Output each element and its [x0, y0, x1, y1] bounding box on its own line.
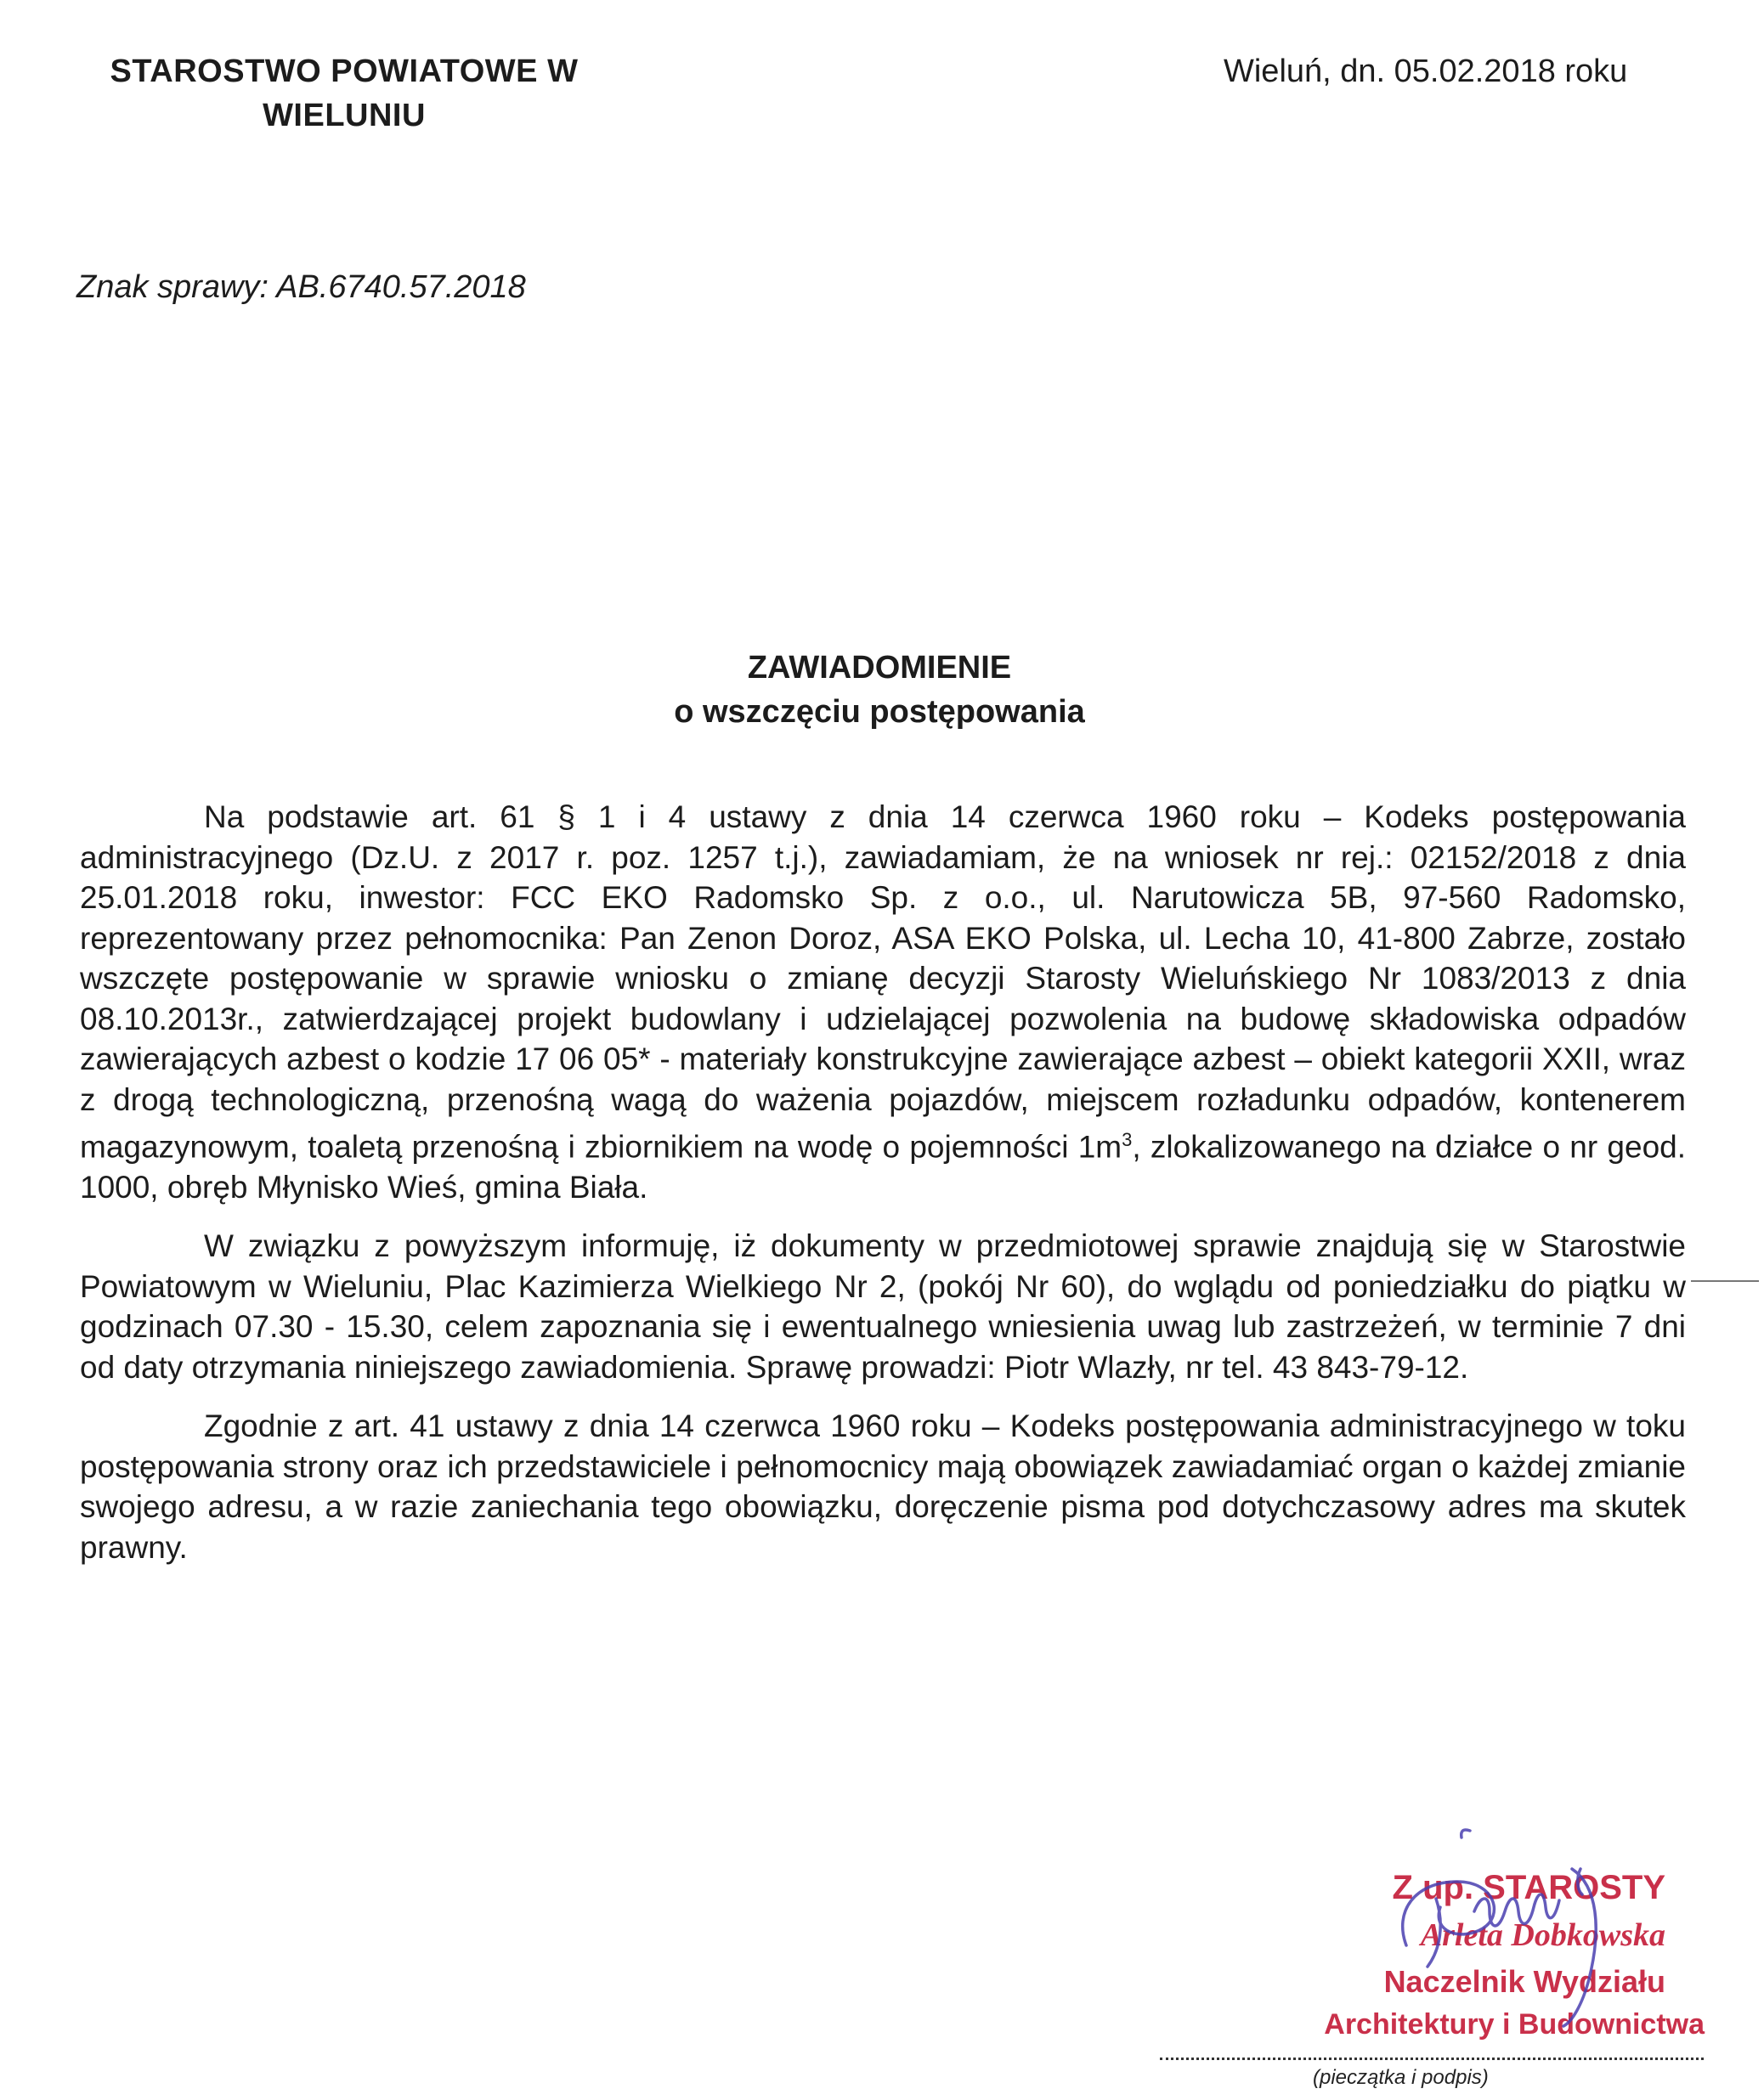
document-date: Wieluń, dn. 05.02.2018 roku	[1224, 54, 1628, 89]
paragraph-3: Zgodnie z art. 41 ustawy z dnia 14 czerwca 1960 roku – Kodeks postępowania administracyjnego w toku postępowania strony oraz ich przedstawiciele i pełnomocnicy mają obowiązek zawiadamiać organ o każdej zmianie swojego adresu, a w razie zaniechania tego obowiązku, doręczenie pisma pod dotychczasowy adres ma skutek prawny.	[80, 1408, 1686, 1565]
authority-line-2: WIELUNIU	[263, 98, 426, 133]
signature-line	[1160, 2058, 1704, 2060]
stamp-line-4: Architektury i Budownictwa	[1324, 2008, 1705, 2041]
scan-mark	[1691, 1280, 1759, 1282]
stamp-line-3: Naczelnik Wydziału	[1383, 1964, 1665, 1999]
stamp-line-2: Arleta Dobkowska	[1420, 1917, 1665, 1953]
paragraph-1-text-a: Na podstawie art. 61 § 1 i 4 ustawy z dnia 14 czerwca 1960 roku – Kodeks postępowania administracyjnego (Dz.U. z 2017 r. poz. 1257 t.j.), zawiadamiam, że na wniosek nr rej.: 02152/2018 z dnia 25.01.2018 roku, inwestor: FCC EKO Radomsko Sp. z o.o., ul. Narutowicza 5B, 97-560 Radomsko, reprezentowany przez pełnomocnika: Pan Zenon Doroz, ASA EKO Polska, ul. Lecha 10, 41-800 Zabrze, zostało wszczęte postępowanie w sprawie wniosku o zmianę decyzji Starosty Wieluńskiego Nr 1083/2013 z dnia 08.10.2013r., zatwierdzającej projekt budowlany i udzielającej pozwolenia na budowę składowiska odpadów zawierających azbest o kodzie 17 06 05* - materiały konstrukcyjne zawierające azbest – obiekt kategorii XXII, wraz z drogą technologiczną, przenośną wagą do ważenia pojazdów, miejscem rozładunku odpadów, kontenerem magazynowym, toaletą przenośną i zbiornikiem na wodę o pojemności 1m	[80, 799, 1686, 1165]
handwritten-signature	[1326, 1818, 1716, 2056]
paragraph-1-text-b: , zlokalizowanego na działce o nr geod. 1000, obręb Młynisko Wieś, gmina Biała.	[80, 1129, 1687, 1205]
body-text	[80, 797, 1686, 1586]
title-line-2: o wszczęciu postępowania	[674, 694, 1085, 730]
authority-line-1: STAROSTWO POWIATOWE W	[110, 54, 579, 89]
paragraph-2: W związku z powyższym informuję, iż dokumenty w przedmiotowej sprawie znajdują się w Starostwie Powiatowym w Wieluniu, Plac Kazimierza Wielkiego Nr 2, (pokój Nr 60), do wglądu od poniedziałku do piątku w godzinach 07.30 - 15.30, celem zapoznania się i ewentualnego wniesienia uwag lub zastrzeżeń, w terminie 7 dni od daty otrzymania niniejszego zawiadomienia. Sprawę prowadzi: Piotr Wlazły, nr tel. 43 843-79-12.	[80, 1228, 1686, 1385]
case-reference: Znak sprawy: AB.6740.57.2018	[76, 269, 526, 305]
signature-caption: (pieczątka i podpis)	[1313, 2066, 1489, 2089]
document-title	[510, 646, 1249, 734]
superscript-cubic: 3	[1122, 1129, 1133, 1150]
stamp-line-1: Z up. STAROSTY	[1392, 1869, 1665, 1906]
issuing-authority	[68, 49, 620, 138]
title-line-1: ZAWIADOMIENIE	[747, 650, 1012, 686]
paragraph-1	[80, 797, 1686, 1207]
